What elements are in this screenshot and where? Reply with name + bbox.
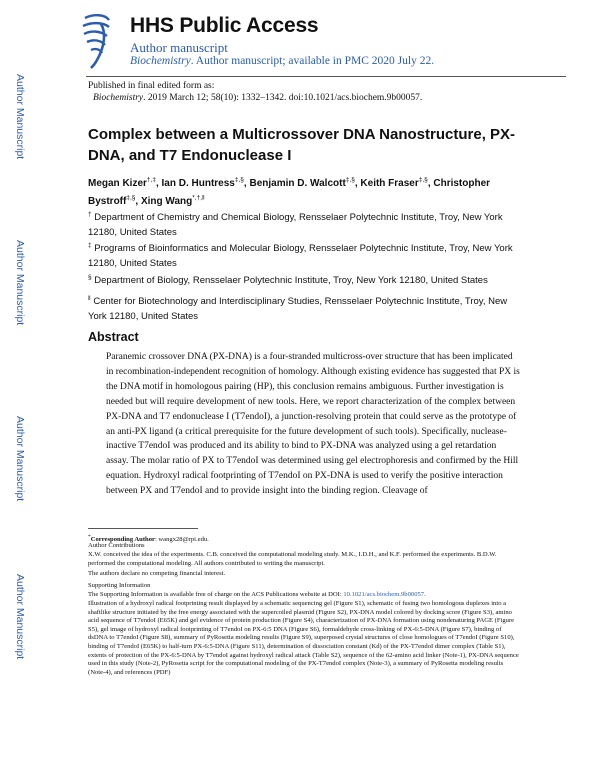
corresponding-author-note: *Corresponding Author: wangx28@rpi.edu. [88, 534, 209, 544]
header-divider [86, 76, 566, 77]
affiliation: ‡ Programs of Bioinformatics and Molecular Biology, Rensselaer Polytechnic Institute, Troy, New York 12180, United States [88, 242, 513, 270]
published-prefix: Published in final edited form as: [88, 81, 215, 91]
author: Xing Wang*,†,‖ [140, 194, 205, 207]
supporting-info-heading: Supporting Information [88, 582, 151, 589]
affiliation: § Department of Biology, Rensselaer Polytechnic Institute, Troy, New York 12180, United States [88, 274, 488, 287]
brand-subtitle: Author manuscript [130, 40, 228, 55]
doi-link[interactable]: 10.1021/acs.biochem.9b00057 [343, 591, 425, 598]
brand-title: HHS Public Access [130, 14, 319, 37]
author: Keith Fraser‡,§, [360, 177, 434, 190]
author: Ian D. Huntress‡,§, [161, 177, 250, 190]
journal-name[interactable]: Biochemistry [130, 55, 191, 67]
sidebar-label-3: Author Manuscript [14, 416, 26, 502]
citation-journal: Biochemistry [93, 93, 144, 103]
footnote-divider [88, 528, 198, 529]
abstract-text: Paranemic crossover DNA (PX-DNA) is a four-stranded multicross-over structure that has been implicated in recombination-independent recognition of homology. Although existing evidence has suggested that PX is the DNA motif in homologous pairing (HP), this conclusion remains ambiguous. Further investigation is needed but will require development of new tools. Here, we report characterization of the complex between PX-DNA and T7 endonuclease I (T7endoI), a junction-resolving protein that could serve as the prototype of an anti-PX ligand (a critical prerequisite for the future development of such tools). Specifically, nuclease-inactive T7endoI was produced and its ability to bind to PX-DNA was analyzed using a gel retardation assay. The molar ratio of PX to T7endoI was determined using gel electrophoresis and confirmed by the Hill equation. Hydroxyl radical footprinting of T7endoI on PX-DNA is used to verify the positive interaction between PX and T7endoI and to provide insight into the binding region. Cleavage of [106, 352, 520, 497]
author: Christopher Bystroff‡,§, [88, 178, 491, 207]
citation-details: . 2019 March 12; 58(10): 1332–1342. doi:10.1021/acs.biochem.9b00057. [143, 93, 423, 103]
sidebar-label-2: Author Manuscript [14, 240, 26, 326]
availability-text: . Author manuscript; available in PMC 2020 July 22. [190, 55, 435, 67]
author: Benjamin D. Walcott‡,§, [249, 177, 361, 190]
contributions-heading: Author Contributions [88, 542, 145, 549]
supporting-info-intro: The Supporting Information is available free of charge on the ACS Publications website at DOI: 10.1021/acs.biochem.9b00057. [88, 591, 426, 598]
abstract-heading: Abstract [88, 330, 139, 344]
hhs-eagle-logo [79, 12, 113, 70]
contributions-text: X.W. conceived the idea of the experiments. C.B. conceived the computational modeling study. M.K., I.D.H., and K.F. performed the experiments. B.D.W. performed the computational modeling. All authors contributed to writing the manuscript. [88, 551, 497, 567]
affiliation: ‖ Center for Biotechnology and Interdisciplinary Studies, Rensselaer Polytechnic Institute, Troy, New York 12180, United States [88, 295, 508, 323]
availability-line [130, 55, 434, 67]
sidebar-label-1: Author Manuscript [14, 74, 26, 160]
sidebar-label-4: Author Manuscript [14, 574, 26, 660]
author: Megan Kizer†,‡, [88, 177, 162, 190]
competing-interest-note: The authors declare no competing financial interest. [88, 570, 226, 577]
citation-line [93, 93, 422, 103]
supporting-info-list: Illustration of a hydroxyl radical footprinting result displayed by a schematic sequencing gel (Figure S1), schematic of fusing two homologous duplexes into a shaftlike structure initiated by the free energy associated with the supercoiled plasmid (Figure S2), PX-DNA model colored by docking score (Figure S3), amino acid sequence of T7endoI (E65K) and gel evidence of protein production (Figure S4), characterization of PX-DNA formation using nondenaturing PAGE (Figure S5), gel image of hydroxyl radical footprinting of T7endoI on PX-6:5 DNA (Figure S6), formaldehyde cross-linking of PX-6:5-DNA (Figure S7), binding of dsDNA to T7endoI (Figure S8), summary of PyRosetta modeling results (Figure S9), superposed crystal structures of close homologues of T7endoI (Figure S10), binding of T7endoI (E65K) to half-turn PX-6:5-DNA (Figure S11), determination of dissociation constant (Kd) of the PX-T7endoI dimer complex (Table S1), extents of protection of the PX-6:5-DNA by T7endoI against hydroxyl radical attack (Table S2), sequence of the 62-amino acid linker (Note-1), PX-DNA sequence used in this study (Note-2), PyRosetta script for the computational modeling of the PX-T7endoI complex (Note-3), a summary of PyRosetta modeling results (Note-4), and references (PDF) [88, 600, 519, 676]
article-title: Complex between a Multicrossover DNA Nanostructure, PX-DNA, and T7 Endonuclease I [88, 126, 516, 164]
affiliation: † Department of Chemistry and Chemical Biology, Rensselaer Polytechnic Institute, Troy, New York 12180, United States [88, 211, 503, 239]
author-list [88, 174, 528, 209]
